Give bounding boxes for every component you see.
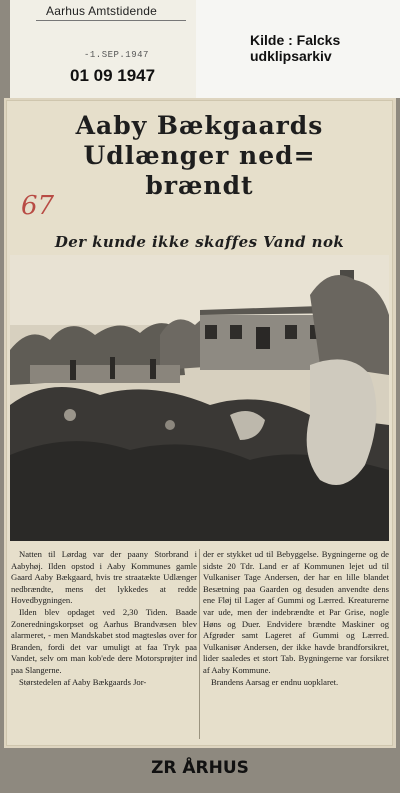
fire-ruins-photo	[10, 255, 389, 541]
paragraph: der er stykket ud til Bebyggelse. Bygningerne og de sidste 20 Tdr. Land er af Kommunen lejet ud til Vulkaniser Tage Andersen, der har en lille blandet Besætning paa Gaarden og desuden anvendte dens ene Fløj til Lager af Gummi og Lærred. Kreaturerne var ude, men der indebrændte et Par Grise, nogle Høns og Duer. Endvidere brændte Maskiner og Afgrøder samt Lageret af Gummi og Lærred. Vulkanisør Andersen, der ikke havde brandforsikret, lider saaledes et stort Tab. Bygningerne var forsikret af Aaby Kommune.	[203, 549, 389, 675]
paragraph: Ilden blev opdaget ved 2,30 Tiden. Baade Zoneredningskorpset og Aarhus Brandvæsen blev alarmeret, - men Mandskabet stod magtesløs over for Branden, fordi det var umuligt at faa Tryk paa Vandet, selv om man kob'ede dere Motorsprøjter ind paa Slangerne.	[11, 606, 197, 675]
article-column-right	[203, 549, 389, 688]
article-column-left	[11, 549, 197, 688]
paragraph: Brandens Aarsag er endnu uopklaret.	[211, 676, 339, 687]
newspaper-clipping	[4, 98, 396, 748]
credit-box	[196, 0, 400, 98]
date-stamp: -1.SEP.1947	[84, 50, 149, 60]
handwritten-marking: 67	[21, 191, 55, 221]
column-divider	[199, 549, 200, 739]
credit-line-2: udklipsarkiv	[250, 48, 332, 64]
headline-line-2: Udlænger ned=	[83, 141, 316, 170]
headline-line-3: brændt	[145, 171, 254, 200]
paragraph: Størstedelen af Aaby Bækgaards Jor-	[19, 676, 147, 687]
source-slip	[10, 0, 197, 98]
clipping-paper	[6, 100, 393, 746]
footer-label: ZR ÅRHUS	[151, 758, 249, 778]
headline-line-1: Aaby Bækgaards	[75, 111, 324, 140]
article-headline	[7, 111, 392, 201]
article-subheadline: Der kunde ikke skaffes Vand nok	[54, 233, 345, 251]
slip-rule	[36, 20, 186, 21]
credit-line-1: Kilde : Falcks	[250, 32, 341, 48]
paragraph: Natten til Lørdag var der paany Storbrand i Aabyhøj. Ilden opstod i Aaby Kommunes gamle Gaard Aaby Bækgaard, hvis tre straatækte Udlænger nedbrændte, mens det lykkedes at redde Hovedbygningen.	[11, 549, 197, 606]
credit-text	[250, 32, 340, 64]
typed-date: 01 09 1947	[70, 66, 156, 85]
newspaper-name: Aarhus Amtstidende	[46, 4, 157, 18]
photo-illustration	[10, 255, 389, 541]
